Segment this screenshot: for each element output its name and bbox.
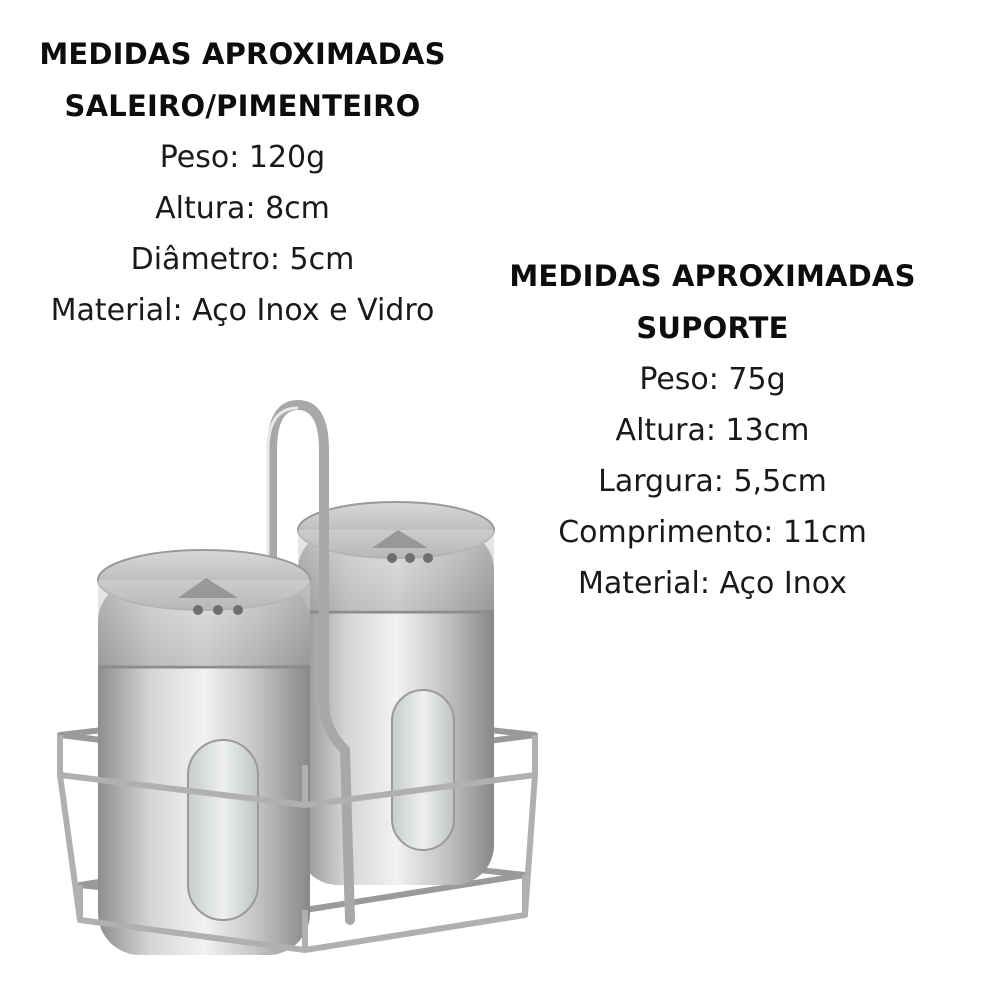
suporte-heading-line2: SUPORTE [636,311,789,345]
salt-shaker [98,550,310,955]
saleiro-heading-line2: SALEIRO/PIMENTEIRO [64,89,421,123]
saleiro-spec-height: Altura: 8cm [155,191,330,226]
saleiro-heading-line1: MEDIDAS APROXIMADAS [39,37,446,71]
suporte-spec-material: Material: Aço Inox [578,566,847,601]
saleiro-spec-weight: Peso: 120g [159,140,326,175]
saleiro-spec-material: Material: Aço Inox e Vidro [50,293,435,328]
salt-pepper-shaker-set-icon [40,380,560,980]
suporte-spec-height: Altura: 13cm [615,413,810,448]
saleiro-spec-diameter: Diâmetro: 5cm [130,242,355,277]
suporte-spec-weight: Peso: 75g [639,362,786,397]
suporte-heading-line1: MEDIDAS APROXIMADAS [509,259,916,293]
suporte-spec-length: Comprimento: 11cm [558,515,867,550]
saleiro-specs [10,28,475,336]
suporte-spec-width: Largura: 5,5cm [598,464,827,499]
